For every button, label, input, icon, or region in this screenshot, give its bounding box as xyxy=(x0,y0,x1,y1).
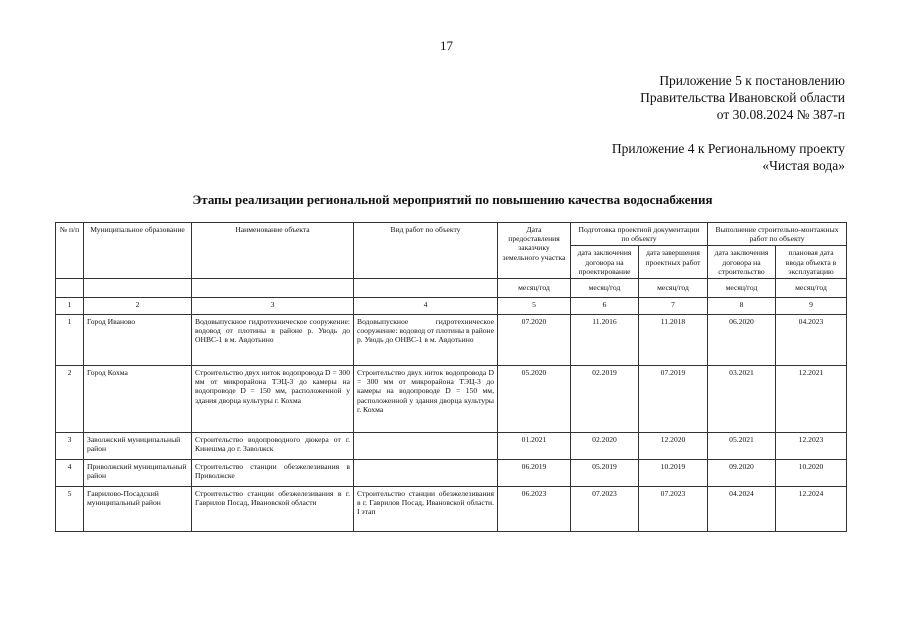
row-land-date: 05.2020 xyxy=(498,366,571,433)
header-object-name: Наименование объекта xyxy=(192,223,354,279)
row-design-contract: 02.2020 xyxy=(571,433,639,460)
header-land-date: Дата предоставления заказчику земельного участка xyxy=(498,223,571,279)
document-title: Этапы реализации региональной мероприятий по повышению качества водоснабжения xyxy=(192,192,713,207)
col-number: 9 xyxy=(776,298,847,315)
table-row xyxy=(56,460,847,487)
unit-cell: месяц/год xyxy=(498,279,571,298)
col-number: 2 xyxy=(84,298,192,315)
row-num: 1 xyxy=(56,315,84,366)
table-row xyxy=(56,433,847,460)
row-design-done: 07.2023 xyxy=(639,487,708,532)
row-land-date: 07.2020 xyxy=(498,315,571,366)
unit-cell: месяц/год xyxy=(708,279,776,298)
row-design-done: 11.2018 xyxy=(639,315,708,366)
header-design-group: Подготовка проектной документации по объекту xyxy=(571,223,708,246)
row-work: Строительство станции обезжелезивания в г. Гаврилов Посад, Ивановской области. I этап xyxy=(354,487,498,532)
row-municipality: Город Кохма xyxy=(84,366,192,433)
stages-table xyxy=(55,222,847,532)
row-commission: 10.2020 xyxy=(776,460,847,487)
row-object: Строительство двух ниток водопровода D = 300 мм от микрорайона ТЭЦ-3 до камеры на водопроводе D = 150 мм, расположенной у здания дворца культуры г. Кохма xyxy=(192,366,354,433)
unit-cell: месяц/год xyxy=(571,279,639,298)
col-number: 7 xyxy=(639,298,708,315)
page-number: 17 xyxy=(440,38,453,53)
project-header xyxy=(612,140,845,174)
row-commission: 12.2024 xyxy=(776,487,847,532)
row-design-done: 12.2020 xyxy=(639,433,708,460)
row-build-contract: 06.2020 xyxy=(708,315,776,366)
appendix-header xyxy=(640,72,845,123)
col-number: 8 xyxy=(708,298,776,315)
row-design-contract: 07.2023 xyxy=(571,487,639,532)
header-work-type: Вид работ по объекту xyxy=(354,223,498,279)
row-design-done: 10.2019 xyxy=(639,460,708,487)
header-design-contract: дата заключения договора на проектирование xyxy=(571,246,639,279)
row-num: 2 xyxy=(56,366,84,433)
table-row xyxy=(56,315,847,366)
row-municipality: Гаврилово-Посадский муниципальный район xyxy=(84,487,192,532)
header-design-done: дата завершения проектных работ xyxy=(639,246,708,279)
unit-cell: месяц/год xyxy=(776,279,847,298)
table-row xyxy=(56,366,847,433)
col-number: 3 xyxy=(192,298,354,315)
row-design-contract: 05.2019 xyxy=(571,460,639,487)
row-object: Водовыпускное гидротехническое сооружение: водовод от плотины в районе р. Уводь до ОНВС-1 в м. Авдотьино xyxy=(192,315,354,366)
appendix-line-2: Правительства Ивановской области xyxy=(640,90,845,105)
row-work: Водовыпускное гидротехническое сооружение: водовод от плотины в районе р. Уводь до ОНВС-1 в м. Авдотьино xyxy=(354,315,498,366)
units-row xyxy=(56,279,847,298)
row-object: Строительство станции обезжелезивания в г. Гаврилов Посад, Ивановской области xyxy=(192,487,354,532)
row-build-contract: 09.2020 xyxy=(708,460,776,487)
table-row xyxy=(56,487,847,532)
appendix-line-3: от 30.08.2024 № 387-п xyxy=(716,107,845,122)
row-land-date: 01.2021 xyxy=(498,433,571,460)
row-work xyxy=(354,433,498,460)
row-build-contract: 05.2021 xyxy=(708,433,776,460)
appendix-line-1: Приложение 5 к постановлению xyxy=(659,73,845,88)
row-object: Строительство станции обезжелезивания в Приволжске xyxy=(192,460,354,487)
row-municipality: Заволжский муниципальный район xyxy=(84,433,192,460)
project-line-2: «Чистая вода» xyxy=(762,158,845,173)
row-land-date: 06.2023 xyxy=(498,487,571,532)
row-num: 4 xyxy=(56,460,84,487)
header-municipality: Муниципальное образование xyxy=(84,223,192,279)
row-work: Строительство двух ниток водопровода D = 300 мм от микрорайона ТЭЦ-3 до камеры на водопроводе D = 150 мм, расположенной у здания дворца культуры г. Кохма xyxy=(354,366,498,433)
header-build-contract: дата заключения договора на строительство xyxy=(708,246,776,279)
row-work xyxy=(354,460,498,487)
row-commission: 12.2023 xyxy=(776,433,847,460)
col-number: 4 xyxy=(354,298,498,315)
header-commission: плановая дата ввода объекта в эксплуатацию xyxy=(776,246,847,279)
row-design-contract: 11.2016 xyxy=(571,315,639,366)
header-num: № п/п xyxy=(56,223,84,279)
row-commission: 04.2023 xyxy=(776,315,847,366)
row-build-contract: 04.2024 xyxy=(708,487,776,532)
row-commission: 12.2021 xyxy=(776,366,847,433)
row-build-contract: 03.2021 xyxy=(708,366,776,433)
row-municipality: Приволжский муниципальный район xyxy=(84,460,192,487)
row-num: 5 xyxy=(56,487,84,532)
col-number: 6 xyxy=(571,298,639,315)
header-row-1 xyxy=(56,223,847,246)
row-design-done: 07.2019 xyxy=(639,366,708,433)
row-object: Строительство водопроводного дюкера от г. Кинешма до г. Заволжск xyxy=(192,433,354,460)
header-build-group: Выполнение строительно-монтажных работ по объекту xyxy=(708,223,847,246)
column-numbers-row xyxy=(56,298,847,315)
row-land-date: 06.2019 xyxy=(498,460,571,487)
unit-cell: месяц/год xyxy=(639,279,708,298)
project-line-1: Приложение 4 к Региональному проекту xyxy=(611,141,845,156)
row-num: 3 xyxy=(56,433,84,460)
col-number: 5 xyxy=(498,298,571,315)
row-design-contract: 02.2019 xyxy=(571,366,639,433)
row-municipality: Город Иваново xyxy=(84,315,192,366)
col-number: 1 xyxy=(56,298,84,315)
